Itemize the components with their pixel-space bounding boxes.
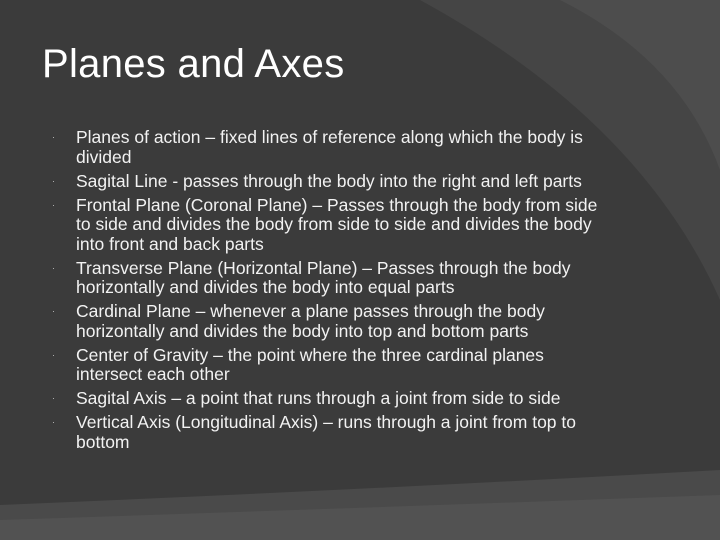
bullet-item [52,413,612,452]
bullet-item [52,389,612,409]
bullet-item [52,302,612,341]
slide-title: Planes and Axes [42,42,345,86]
bullet-item [52,172,612,192]
bullet-text: Sagital Line - passes through the body into the right and left parts [76,170,582,191]
bullet-marker-icon: · [52,306,55,316]
bullet-item [52,128,612,167]
bullet-marker-icon: · [52,175,55,186]
bullet-text: Center of Gravity – the point where the three cardinal planes intersect each other [76,344,544,384]
bullet-marker-icon: · [52,262,55,273]
bullet-text: Sagital Axis – a point that runs through a joint from side to side [76,388,561,408]
bullet-text: Planes of action – fixed lines of reference along which the body is divided [76,127,583,167]
bullet-marker-icon: · [52,349,55,360]
bullet-text: Frontal Plane (Coronal Plane) – Passes through the body from side to side and divides the body from side to side and divides the body into front and back parts [76,194,598,254]
bullet-list [52,128,612,457]
bullet-text: Vertical Axis (Longitudinal Axis) – runs through a joint from top to bottom [76,412,576,452]
bullet-marker-icon: · [52,393,55,403]
bullet-marker-icon: · [52,417,55,427]
bullet-text: Transverse Plane (Horizontal Plane) – Passes through the body horizontally and divides the body into equal parts [76,257,571,297]
bullet-text: Cardinal Plane – whenever a plane passes through the body horizontally and divides the body into top and bottom parts [76,301,545,341]
bullet-item [52,346,612,385]
bullet-item [52,259,612,298]
bullet-marker-icon: · [52,199,55,210]
bullet-item [52,196,612,255]
bullet-marker-icon: · [52,132,55,142]
